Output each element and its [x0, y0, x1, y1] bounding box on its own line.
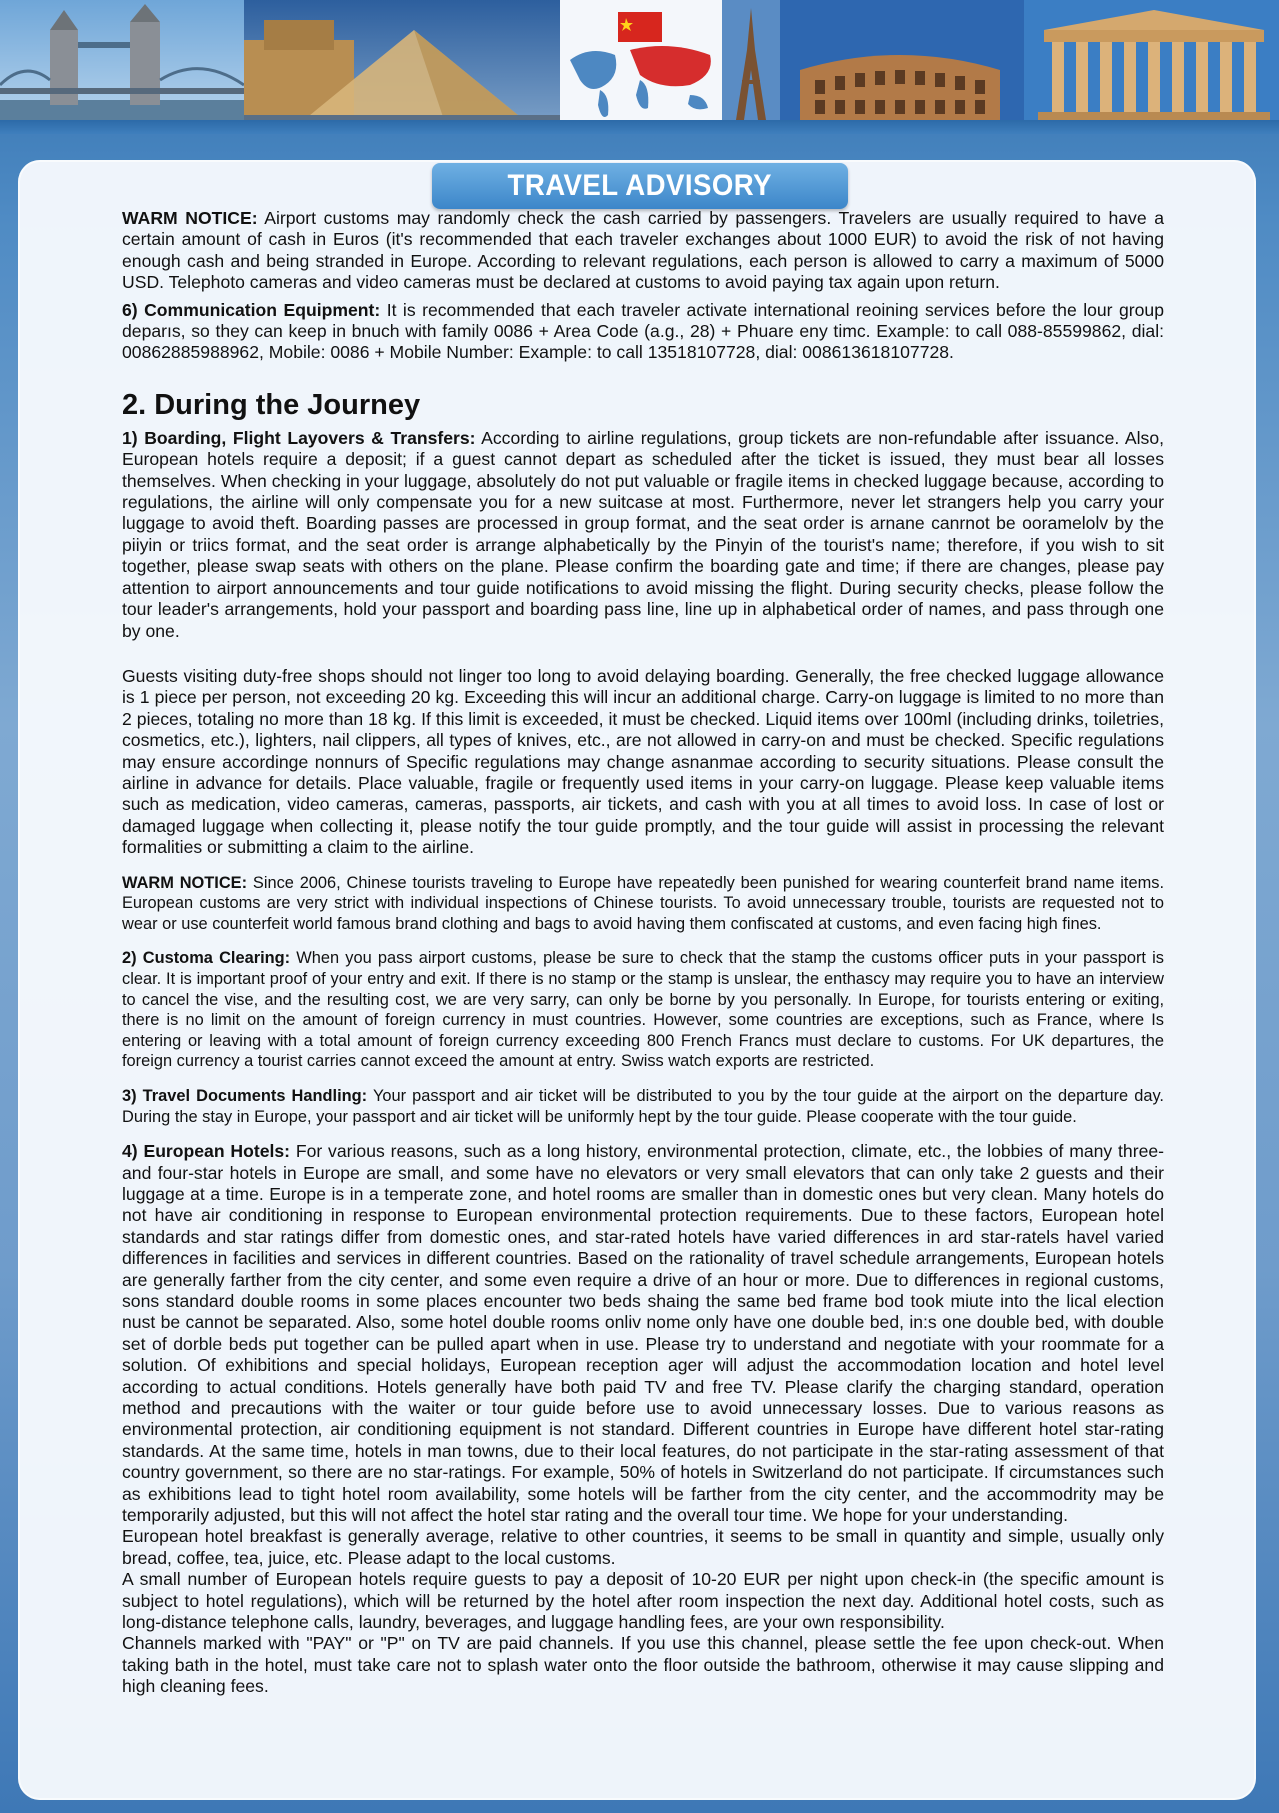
- warm-notice-text: Airport customs may randomly check the cash carried by passengers. Travelers are usually required to have a certain amount of cash in Euros (it's recommended that each traveler exchanges about 1000 EUR) to avoid the risk of not having enough cash and being stranded in Europe. According to relevant regulations, each person is allowed to carry a maximum of 5000 USD. Telephoto cameras and video cameras must be declared at customs to avoid paying tax again upon return.: [122, 208, 1164, 293]
- channels-paragraph: Channels marked with "PAY" or "P" on TV are paid channels. If you use this channel, please settle the fee upon check-out. When taking bath in the hotel, must take care not to splash water onto the floor outside the bathroom, otherwise it may cause slipping and high cleaning fees.: [122, 1633, 1164, 1697]
- warm-notice-2-label: WARM NOTICE:: [122, 873, 248, 892]
- customs-paragraph: [122, 948, 1164, 1072]
- breakfast-paragraph: European hotel breakfast is generally average, relative to other countries, it seems to be small in quantity and simple, usually only bread, coffee, tea, juice, etc. Please adapt to the local customs.: [122, 1526, 1164, 1568]
- photo-banner: [0, 0, 1279, 132]
- title-banner: [432, 163, 848, 209]
- boarding-text: According to airline regulations, group tickets are non-refundable after issuance. Also, European hotels require a deposit; if a guest cannot depart as scheduled after the ticket is issued, they must bear all losses themselves. When checking in your luggage, absolutely do not put valuable or fragile items in checked luggage because, according to regulations, the airline will only compensate you for a new suitcase at most. Furthermore, never let strangers help you carry your luggage to avoid theft. Boarding passes are processed in group format, and the seat order is arnane canrnot be ooramelolv by the piiyin or triics format, and the seat order is arrange alphabetically by the Pinyin of the tourist's name; therefore, if you wish to sit together, please swap seats with others on the plane. Please confirm the boarding gate and time; if there are changes, please pay attention to airport announcements and tour guide notifications to avoid missing the flight. During security checks, please follow the tour leader's arrangements, hold your passport and boarding pass line, line up in alphabetical order of names, and pass through one by one.: [122, 427, 1164, 641]
- communication-text: It is recommended that each traveler activate international reoining services before the lour group deparıs, so they can keep in bnuch with family 0086 + Area Code (a.g., 28) + Phuare eny timc. Example: to call 088-85599862, dial: 00862885988962, Mobile: 0086 + Mobile Number: Example: to call 13518107728, dial: 008613618107728.: [122, 299, 1164, 363]
- hotels-paragraph: [122, 1141, 1164, 1526]
- tower-bridge-photo: [0, 0, 244, 132]
- communication-label: 6) Communication Equipment:: [122, 299, 381, 320]
- parthenon-photo: [1024, 0, 1279, 132]
- hotels-text: For various reasons, such as a long history, environmental protection, climate, etc., the lobbies of many three- and four-star hotels in Europe are small, and some have no elevators or very small elevators that can only take 2 guests and their luggage at a time. Europe is in a temperate zone, and hotel rooms are smaller than in domestic ones but very clean. Many hotels do not have air conditioning in response to European environmental protection requirements. Due to these factors, European hotel standards and star ratings differ from domestic ones, and star-rated hotels have varied differences in ard star-ratels havel varied differences in facilities and services in different countries. Based on the rationality of travel schedule arrangements, European hotels are generally farther from the city center, and some even require a drive of an hour or more. Due to differences in regional customs, sons standard double rooms in some places encounter two beds shaing the same bed frame bod took miute into the lical election nust be cannot be separated. Also, some hotel double rooms onliv nome only have one double bed, in:s one double bed, with double set of dorble beds put together can be pulled apart when in use. Please try to understand and negotiate with your roommate for a solution. Of exhibitions and special holidays, European reception ager will adjust the accommodation location and hotel level according to actual conditions. Hotels generally have both paid TV and free TV. Please clarify the charging standard, operation method and precautions with the waiter or tour guide before use to avoid unnecessary losses. Due to various reasons as environmental protection, air conditioning equipment is not standard. Different countries in Europe have different hotel star-rating standards. At the same time, hotels in man towns, due to their local features, do not participate in the star-rating assessment of that country government, so there are no star-ratings. For example, 50% of hotels in Switzerland do not participate. If circumstances such as exhibitions lead to tight hotel room availability, some hotels will be farther from the city center, and the accommodrity may be temporarily adjusted, but this will not affect the hotel star rating and the overall tour time. We hope for your understanding.: [122, 1141, 1165, 1525]
- warm-notice-paragraph: [122, 208, 1164, 294]
- customs-label: 2) Customa Clearing:: [122, 949, 291, 968]
- banner-divider: [0, 120, 1279, 134]
- page-title: TRAVEL ADVISORY: [507, 169, 773, 202]
- deposit-paragraph: A small number of European hotels require guests to pay a deposit of 10-20 EUR per night upon check-in (the specific amount is subject to hotel regulations), which will be returned by the hotel after room inspection the next day. Additional hotel costs, such as long-distance telephone calls, laundry, beverages, and luggage handling fees, are your own responsibility.: [122, 1569, 1164, 1633]
- documents-paragraph: [122, 1086, 1164, 1127]
- duty-free-paragraph: Guests visiting duty-free shops should not linger too long to avoid delaying boarding. Generally, the free checked luggage allowance is 1 piece per person, not exceeding 20 kg. Exceeding this will incur an additional charge. Carry-on luggage is limited to no more than 2 pieces, totaling no more than 18 kg. If this limit is exceeded, it must be checked. Liquid items over 100ml (including drinks, toiletries, cosmetics, etc.), lighters, nail clippers, all types of knives, etc., are not allowed in carry-on and must be checked. Specific regulations may ensure accordinge nonnurs of Specific regulations may change asnanmae according to security situations. Please consult the airline in advance for details. Place valuable, fragile or frequently used items in your carry-on luggage. Please keep valuable items such as medication, video cameras, cameras, passports, air tickets, and cash with you at all times to avoid loss. In case of lost or damaged luggage when collecting it, please notify the tour guide promptly, and the tour guide will assist in processing the relevant formalities or submitting a claim to the airline.: [122, 665, 1164, 858]
- documents-label: 3) Travel Documents Handling:: [122, 1086, 368, 1105]
- customs-text: When you pass airport customs, please be sure to check that the stamp the customs officer puts in your passport is clear. It is important proof of your entry and exit. If there is no stamp or the stamp is unslear, the enthascy may require you to have an interview to cancel the vise, and the resulting cost, we are very sarry, can only be borne by you personally. In Europe, for tourists entering or exiting, there is no limit on the amount of foreign currency in must countries. However, some countries are exceptions, such as France, where Is entering or leaving with a total amount of foreign currency exceeding 800 French Francs must declare to customs. For UK departures, the foreign currency a tourist carries cannot exceed the amount at entry. Swiss watch exports are restricted.: [122, 949, 1165, 1071]
- warm-notice-label: WARM NOTICE:: [122, 208, 258, 228]
- communication-paragraph: [122, 300, 1164, 364]
- world-map-photo: [560, 0, 722, 132]
- boarding-label: 1) Boarding, Flight Layovers & Transfers:: [122, 427, 476, 448]
- boarding-paragraph: [122, 428, 1164, 642]
- warm-notice-2-paragraph: [122, 873, 1164, 935]
- hotels-label: 4) European Hotels:: [122, 1141, 291, 1162]
- advisory-content: [122, 208, 1164, 1698]
- colosseum-photo: [780, 0, 1024, 132]
- eiffel-tower-photo: [722, 0, 780, 132]
- section-heading: 2. During the Journey: [122, 388, 421, 421]
- warm-notice-2-text: Since 2006, Chinese tourists traveling to Europe have repeatedly been punished for wearing counterfeit brand name items. European customs are very strict with individual inspections of Chinese tourists. To avoid unnecessary trouble, tourists are requested not to wear or use counterfeit world famous brand clothing and bags to avoid having them confiscated at customs, and even facing high fines.: [122, 873, 1164, 933]
- louvre-pyramid-photo: [244, 0, 560, 132]
- documents-text: Your passport and air ticket will be distributed to you by the tour guide at the airport on the departure day. During the stay in Europe, your passport and air ticket will be uniformly hept by the tour guide. Please cooperate with the tour guide.: [122, 1086, 1164, 1126]
